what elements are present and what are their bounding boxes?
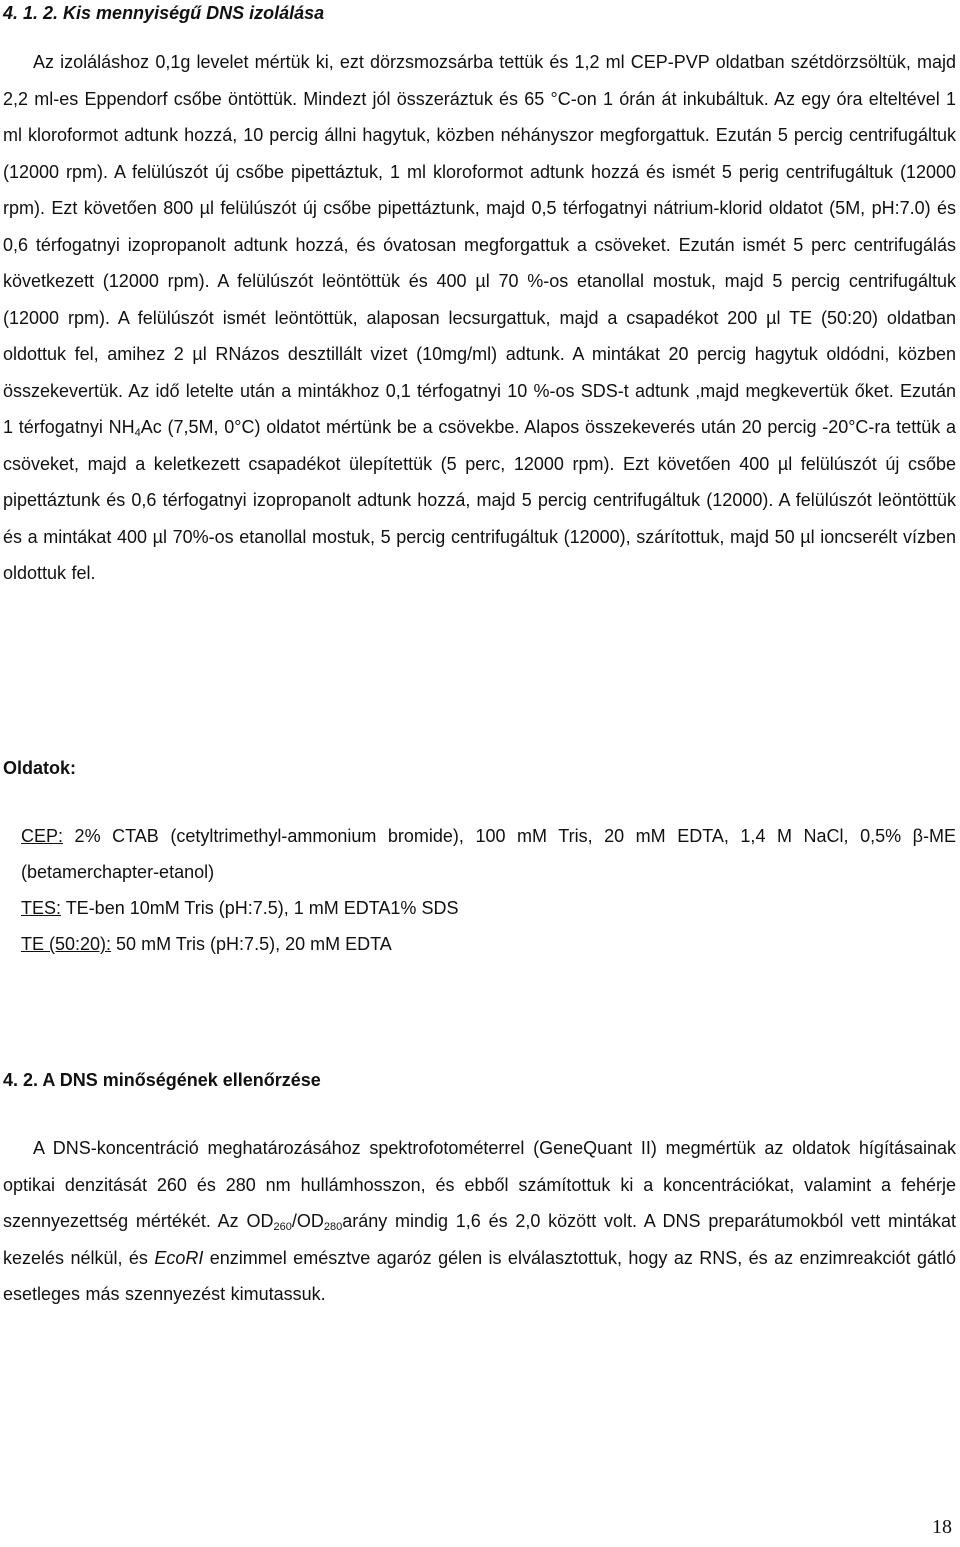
quality-text-a: A DNS-koncentráció meghatározásához spektrofotométerrel (GeneQuant II) megmértük az oldatok hígításainak optikai denzitását 260 és 280 nm hullámhosszon, és ebből számítottuk ki a koncentrációkat, valamint a fehérje szennyezettség mértékét. Az OD	[3, 1138, 956, 1231]
nh4-subscript: 4	[134, 427, 141, 439]
solution-te-label: TE (50:20):	[21, 934, 112, 954]
solution-cep-label: CEP:	[21, 826, 64, 846]
quality-text-d: enzimmel emésztve agaróz gélen is elválasztottuk, hogy az RNS, és az enzimreakciót gátló esetleges más szennyezést kimutassuk.	[3, 1247, 956, 1304]
quality-text-c: arány mindig 1,6 és 2,0 között volt. A DNS preparátumokból vett mintákat kezelés nélkül, és	[3, 1211, 957, 1268]
solution-cep	[3, 818, 956, 890]
solution-te-text: 50 mM Tris (pH:7.5), 20 mM EDTA	[111, 934, 392, 954]
isolation-paragraph	[3, 44, 956, 592]
section-heading-dna-isolation: 4. 1. 2. Kis mennyiségű DNS izolálása	[3, 3, 325, 23]
solution-tes-text: TE-ben 10mM Tris (pH:7.5), 1 mM EDTA1% SDS	[61, 898, 459, 918]
solution-cep-text: 2% CTAB (cetyltrimethyl-ammonium bromide), 100 mM Tris, 20 mM EDTA, 1,4 M NaCl, 0,5% β-ME (betamerchapter-etanol)	[21, 826, 956, 882]
section-heading-dna-quality: 4. 2. A DNS minőségének ellenőrzése	[3, 1070, 321, 1090]
solution-tes	[3, 890, 956, 926]
solutions-heading: Oldatok:	[3, 758, 77, 778]
solution-te	[3, 926, 956, 962]
isolation-text-tail: Ac (7,5M, 0°C) oldatot mértünk be a csövekbe. Alapos összekeverés után 20 percig -20°C-ra tettük a csöveket, majd a keletkezett csapadékot ülepítettük (5 perc, 12000 rpm). Ezt követően 400 µl felülúszót új csőbe pipettáztunk és 0,6 térfogatnyi izopropanolt adtunk hozzá, majd 5 percig centrifugáltuk (12000). A felülúszót leöntöttük és a mintákat 400 µl 70%-os etanollal mostuk, 5 percig centrifugáltuk (12000), szárítottuk, majd 50 µl ioncserélt vízben oldottuk fel.	[3, 417, 956, 583]
solution-tes-label: TES:	[21, 898, 62, 918]
od280-subscript: 280	[323, 1221, 343, 1233]
quality-text-b: /OD	[291, 1211, 324, 1231]
page-number: 18	[932, 1516, 952, 1538]
quality-paragraph	[3, 1130, 956, 1313]
solutions-list	[3, 818, 956, 962]
ecori-enzyme-name: EcoRI	[154, 1247, 204, 1268]
isolation-text: Az izoláláshoz 0,1g levelet mértük ki, ezt dörzsmozsárba tettük és 1,2 ml CEP-PVP oldatban szétdörzsöltük, majd 2,2 ml-es Eppendorf csőbe öntöttük. Mindezt jól összeráztuk és 65 °C-on 1 órán át inkubáltuk. Az egy óra elteltével 1 ml kloroformot adtunk hozzá, 10 percig állni hagytuk, közben néhányszor megforgattuk. Ezután 5 percig centrifugáltuk (12000 rpm). A felülúszót új csőbe pipettáztuk, 1 ml kloroformot adtunk hozzá és ismét 5 perig centrifugáltuk (12000 rpm). Ezt követően 800 µl felülúszót új csőbe pipettáztunk, majd 0,5 térfogatnyi nátrium-klorid oldatot (5M, pH:7.0) és 0,6 térfogatnyi izopropanolt adtunk hozzá, és óvatosan megforgattuk a csöveket. Ezután ismét 5 perc centrifugálás következett (12000 rpm). A felülúszót leöntöttük és 400 µl 70 %-os etanollal mostuk, majd 5 percig centrifugáltuk (12000 rpm). A felülúszót ismét leöntöttük, alaposan lecsurgattuk, majd a csapadékot 200 µl TE (50:20) oldatban oldottuk fel, amihez 2 µl RNázos desztillált vizet (10mg/ml) adtunk. A mintákat 20 percig hagytuk oldódni, közben összekevertük. Az idő letelte után a mintákhoz 0,1 térfogatnyi 10 %-os SDS-t adtunk ,majd megkevertük őket. Ezután 1 térfogatnyi NH	[3, 52, 956, 437]
od260-subscript: 260	[273, 1221, 292, 1233]
